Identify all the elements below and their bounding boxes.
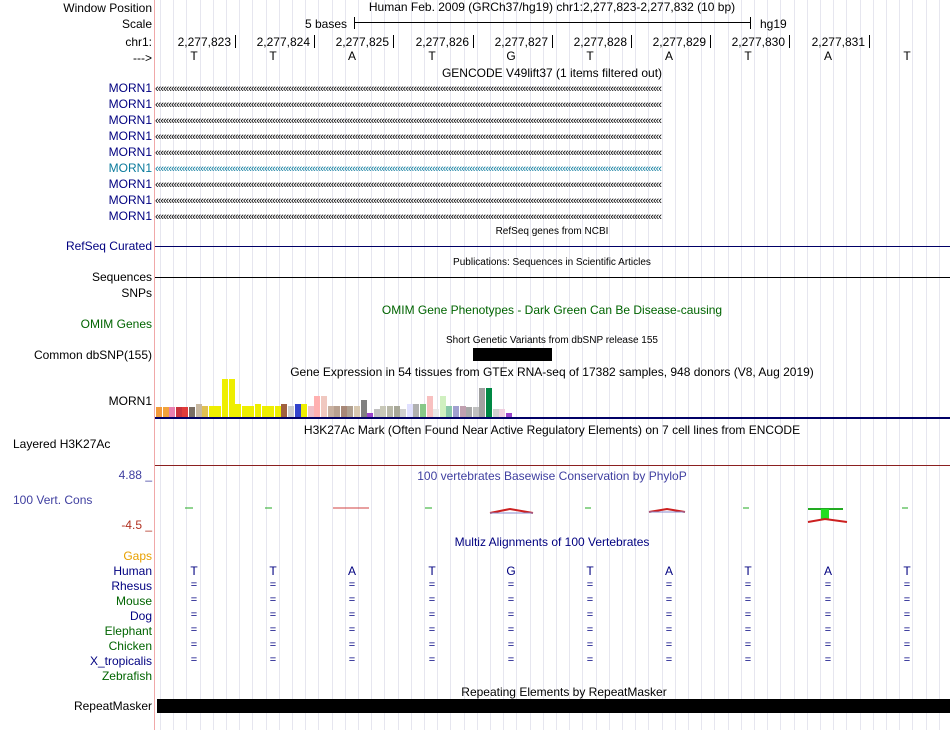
alignment-match-symbol: = (428, 624, 436, 636)
alignment-match-symbol: = (744, 654, 752, 666)
base-letter: T (903, 49, 911, 63)
human-base-letter: T (586, 564, 594, 578)
multiz-title: Multiz Alignments of 100 Vertebrates (454, 535, 650, 549)
alignment-match-symbol: = (665, 654, 673, 666)
gtex-tissue-bar[interactable] (202, 406, 208, 417)
gtex-tissue-bar[interactable] (215, 406, 221, 417)
alignment-match-symbol: = (744, 609, 752, 621)
alignment-match-symbol: = (507, 609, 515, 621)
gtex-tissue-bar[interactable] (486, 388, 492, 417)
gencode-transcript-label[interactable]: MORN1 (108, 177, 152, 191)
human-base-letter: T (744, 564, 752, 578)
species-label[interactable]: Human (113, 564, 152, 578)
base-letter: A (823, 49, 833, 63)
gencode-transcript-line[interactable]: ‹‹‹‹‹‹‹‹‹‹‹‹‹‹‹‹‹‹‹‹‹‹‹‹‹‹‹‹‹‹‹‹‹‹‹‹‹‹‹‹‹‹‹‹‹‹‹‹‹‹‹‹‹‹‹‹‹‹‹‹‹‹‹‹‹‹‹‹‹‹‹‹‹‹‹‹‹‹‹‹‹‹‹‹‹‹‹‹‹‹‹‹‹‹‹‹‹‹‹‹‹‹‹‹‹‹‹‹‹‹‹‹‹‹‹‹‹‹‹‹‹‹‹‹‹‹‹‹‹‹‹‹‹‹‹‹‹‹‹‹‹‹‹‹‹‹‹‹‹‹‹‹‹‹‹‹‹‹‹‹‹‹‹‹‹‹‹‹‹‹‹‹‹‹‹‹‹‹‹‹‹‹‹‹‹‹‹‹‹‹ (155, 195, 661, 207)
alignment-match-symbol: = (824, 654, 832, 666)
refseq-gene-line[interactable] (155, 246, 950, 247)
alignment-match-symbol: = (348, 654, 356, 666)
gencode-transcript-label[interactable]: MORN1 (108, 81, 152, 95)
strand-label: ---> (133, 51, 152, 65)
conservation-track-label[interactable]: 100 Vert. Cons (13, 493, 93, 507)
species-label[interactable]: Chicken (108, 639, 152, 653)
assembly-label: hg19 (760, 17, 787, 31)
conservation-max-label: 4.88 _ (118, 468, 152, 482)
gtex-tissue-bar[interactable] (433, 409, 439, 417)
gtex-tissue-bar[interactable] (314, 396, 320, 417)
alignment-match-symbol: = (903, 579, 911, 591)
alignment-match-symbol: = (744, 579, 752, 591)
h3k27ac-title: H3K27Ac Mark (Often Found Near Active Regulatory Elements) on 7 cell lines from ENCODE (303, 423, 801, 437)
human-base-letter: A (347, 564, 357, 578)
refseq-title: RefSeq genes from NCBI (495, 226, 609, 237)
sequences-line[interactable] (155, 277, 950, 278)
species-label[interactable]: Mouse (115, 594, 152, 608)
position-tick (235, 35, 236, 48)
gtex-tissue-bar[interactable] (354, 406, 360, 417)
gtex-tissue-bar[interactable] (255, 404, 261, 417)
gencode-transcript-label[interactable]: MORN1 (108, 145, 152, 159)
alignment-match-symbol: = (586, 594, 594, 606)
alignment-match-symbol: = (586, 624, 594, 636)
gtex-tissue-bar[interactable] (169, 407, 175, 417)
alignment-match-symbol: = (428, 639, 436, 651)
alignment-match-symbol: = (507, 654, 515, 666)
position-tick (552, 35, 553, 48)
gtex-tissue-bar[interactable] (499, 409, 505, 417)
gencode-transcript-label[interactable]: MORN1 (108, 129, 152, 143)
position-tick (473, 35, 474, 48)
alignment-match-symbol: = (665, 609, 673, 621)
gencode-transcript-line[interactable]: ‹‹‹‹‹‹‹‹‹‹‹‹‹‹‹‹‹‹‹‹‹‹‹‹‹‹‹‹‹‹‹‹‹‹‹‹‹‹‹‹‹‹‹‹‹‹‹‹‹‹‹‹‹‹‹‹‹‹‹‹‹‹‹‹‹‹‹‹‹‹‹‹‹‹‹‹‹‹‹‹‹‹‹‹‹‹‹‹‹‹‹‹‹‹‹‹‹‹‹‹‹‹‹‹‹‹‹‹‹‹‹‹‹‹‹‹‹‹‹‹‹‹‹‹‹‹‹‹‹‹‹‹‹‹‹‹‹‹‹‹‹‹‹‹‹‹‹‹‹‹‹‹‹‹‹‹‹‹‹‹‹‹‹‹‹‹‹‹‹‹‹‹‹‹‹‹‹‹‹‹‹‹‹‹‹‹‹‹‹‹ (155, 99, 661, 111)
alignment-match-symbol: = (586, 639, 594, 651)
alignment-match-symbol: = (269, 609, 277, 621)
alignment-match-symbol: = (824, 609, 832, 621)
gencode-transcript-line[interactable]: ‹‹‹‹‹‹‹‹‹‹‹‹‹‹‹‹‹‹‹‹‹‹‹‹‹‹‹‹‹‹‹‹‹‹‹‹‹‹‹‹‹‹‹‹‹‹‹‹‹‹‹‹‹‹‹‹‹‹‹‹‹‹‹‹‹‹‹‹‹‹‹‹‹‹‹‹‹‹‹‹‹‹‹‹‹‹‹‹‹‹‹‹‹‹‹‹‹‹‹‹‹‹‹‹‹‹‹‹‹‹‹‹‹‹‹‹‹‹‹‹‹‹‹‹‹‹‹‹‹‹‹‹‹‹‹‹‹‹‹‹‹‹‹‹‹‹‹‹‹‹‹‹‹‹‹‹‹‹‹‹‹‹‹‹‹‹‹‹‹‹‹‹‹‹‹‹‹‹‹‹‹‹‹‹‹‹‹‹‹‹ (155, 131, 661, 143)
window-position-label: Window Position (63, 1, 152, 15)
dbsnp-title: Short Genetic Variants from dbSNP release 155 (446, 335, 658, 346)
alignment-match-symbol: = (744, 624, 752, 636)
repeatmasker-track-label[interactable]: RepeatMasker (73, 699, 152, 713)
gtex-tissue-bar[interactable] (347, 406, 353, 417)
base-letter: G (506, 49, 516, 63)
gtex-tissue-bar[interactable] (387, 406, 393, 417)
cons-mark-9-low (808, 519, 847, 522)
h3k27ac-baseline (155, 465, 950, 466)
alignment-match-symbol: = (586, 579, 594, 591)
position-label: 2,277,824 (256, 35, 310, 49)
alignment-match-symbol: = (507, 594, 515, 606)
species-label[interactable]: Elephant (104, 624, 152, 638)
gtex-tissue-bar[interactable] (479, 388, 485, 417)
snps-track-label[interactable]: SNPs (121, 286, 152, 300)
gencode-transcript-label[interactable]: MORN1 (108, 209, 152, 223)
chrom-label: chr1: (125, 35, 152, 49)
position-label: 2,277,828 (573, 35, 627, 49)
base-letter: T (190, 49, 198, 63)
gtex-tissue-bar[interactable] (268, 406, 274, 417)
gencode-transcript-label[interactable]: MORN1 (108, 97, 152, 111)
alignment-match-symbol: = (903, 654, 911, 666)
gtex-title: Gene Expression in 54 tissues from GTEx RNA-seq of 17382 samples, 948 donors (V8, Aug 2019) (290, 365, 814, 379)
omim-title: OMIM Gene Phenotypes - Dark Green Can Be Disease-causing (381, 303, 723, 317)
gtex-tissue-bar[interactable] (413, 404, 419, 417)
gtex-tissue-bar[interactable] (400, 409, 406, 417)
alignment-match-symbol: = (269, 579, 277, 591)
alignment-match-symbol: = (507, 579, 515, 591)
scale-text: 5 bases (305, 17, 348, 31)
scale-bar-right-tick (750, 17, 751, 29)
alignment-match-symbol: = (348, 594, 356, 606)
base-letter: T (269, 49, 277, 63)
gencode-transcript-line[interactable]: ‹‹‹‹‹‹‹‹‹‹‹‹‹‹‹‹‹‹‹‹‹‹‹‹‹‹‹‹‹‹‹‹‹‹‹‹‹‹‹‹‹‹‹‹‹‹‹‹‹‹‹‹‹‹‹‹‹‹‹‹‹‹‹‹‹‹‹‹‹‹‹‹‹‹‹‹‹‹‹‹‹‹‹‹‹‹‹‹‹‹‹‹‹‹‹‹‹‹‹‹‹‹‹‹‹‹‹‹‹‹‹‹‹‹‹‹‹‹‹‹‹‹‹‹‹‹‹‹‹‹‹‹‹‹‹‹‹‹‹‹‹‹‹‹‹‹‹‹‹‹‹‹‹‹‹‹‹‹‹‹‹‹‹‹‹‹‹‹‹‹‹‹‹‹‹‹‹‹‹‹‹‹‹‹‹‹‹‹‹‹ (155, 163, 661, 175)
gencode-transcript-line[interactable]: ‹‹‹‹‹‹‹‹‹‹‹‹‹‹‹‹‹‹‹‹‹‹‹‹‹‹‹‹‹‹‹‹‹‹‹‹‹‹‹‹‹‹‹‹‹‹‹‹‹‹‹‹‹‹‹‹‹‹‹‹‹‹‹‹‹‹‹‹‹‹‹‹‹‹‹‹‹‹‹‹‹‹‹‹‹‹‹‹‹‹‹‹‹‹‹‹‹‹‹‹‹‹‹‹‹‹‹‹‹‹‹‹‹‹‹‹‹‹‹‹‹‹‹‹‹‹‹‹‹‹‹‹‹‹‹‹‹‹‹‹‹‹‹‹‹‹‹‹‹‹‹‹‹‹‹‹‹‹‹‹‹‹‹‹‹‹‹‹‹‹‹‹‹‹‹‹‹‹‹‹‹‹‹‹‹‹‹‹‹‹ (155, 115, 661, 127)
cons-mark-5 (490, 509, 533, 513)
sequences-track-label[interactable]: Sequences (91, 270, 152, 284)
gencode-transcript-label[interactable]: MORN1 (108, 193, 152, 207)
alignment-match-symbol: = (190, 639, 198, 651)
gtex-tissue-bar[interactable] (248, 406, 254, 417)
gtex-tissue-bar[interactable] (466, 407, 472, 417)
gtex-tissue-bar[interactable] (420, 404, 426, 417)
human-base-letter: A (664, 564, 674, 578)
position-label: 2,277,825 (335, 35, 389, 49)
alignment-match-symbol: = (824, 579, 832, 591)
scale-bar (354, 22, 751, 23)
scale-bar-left-tick (354, 17, 355, 29)
alignment-match-symbol: = (428, 579, 436, 591)
gtex-baseline (155, 417, 950, 419)
base-letter: T (744, 49, 752, 63)
position-label: 2,277,823 (177, 35, 231, 49)
gencode-transcript-label[interactable]: MORN1 (108, 113, 152, 127)
human-base-letter: T (903, 564, 911, 578)
position-tick (393, 35, 394, 48)
alignment-match-symbol: = (903, 609, 911, 621)
dbsnp-variant-block[interactable] (473, 348, 552, 361)
repeatmasker-element-block[interactable] (157, 699, 950, 713)
alignment-match-symbol: = (269, 594, 277, 606)
browser-title: Human Feb. 2009 (GRCh37/hg19) chr1:2,277,823-2,277,832 (10 bp) (368, 0, 736, 14)
human-base-letter: A (823, 564, 833, 578)
gtex-tissue-bar[interactable] (235, 404, 241, 417)
alignment-match-symbol: = (507, 639, 515, 651)
position-tick (710, 35, 711, 48)
alignment-match-symbol: = (190, 579, 198, 591)
base-letter: T (428, 49, 436, 63)
base-letter: A (664, 49, 674, 63)
gtex-tissue-bar[interactable] (380, 406, 386, 417)
omim-track-label[interactable]: OMIM Genes (80, 317, 152, 331)
sequences-title: Publications: Sequences in Scientific Articles (453, 257, 651, 268)
alignment-match-symbol: = (665, 579, 673, 591)
h3k27ac-track-label[interactable]: Layered H3K27Ac (13, 437, 111, 451)
gtex-tissue-bar[interactable] (446, 406, 452, 417)
alignment-match-symbol: = (348, 624, 356, 636)
gtex-track-label[interactable]: MORN1 (108, 394, 152, 408)
conservation-plot[interactable] (155, 500, 950, 530)
gtex-tissue-bar[interactable] (189, 407, 195, 417)
position-label: 2,277,826 (415, 35, 469, 49)
species-label[interactable]: Rhesus (111, 579, 152, 593)
position-tick (869, 35, 870, 48)
alignment-match-symbol: = (903, 624, 911, 636)
alignment-match-symbol: = (903, 639, 911, 651)
dbsnp-track-label[interactable]: Common dbSNP(155) (33, 348, 152, 362)
gencode-transcript-label[interactable]: MORN1 (108, 161, 152, 175)
gencode-transcript-line[interactable]: ‹‹‹‹‹‹‹‹‹‹‹‹‹‹‹‹‹‹‹‹‹‹‹‹‹‹‹‹‹‹‹‹‹‹‹‹‹‹‹‹‹‹‹‹‹‹‹‹‹‹‹‹‹‹‹‹‹‹‹‹‹‹‹‹‹‹‹‹‹‹‹‹‹‹‹‹‹‹‹‹‹‹‹‹‹‹‹‹‹‹‹‹‹‹‹‹‹‹‹‹‹‹‹‹‹‹‹‹‹‹‹‹‹‹‹‹‹‹‹‹‹‹‹‹‹‹‹‹‹‹‹‹‹‹‹‹‹‹‹‹‹‹‹‹‹‹‹‹‹‹‹‹‹‹‹‹‹‹‹‹‹‹‹‹‹‹‹‹‹‹‹‹‹‹‹‹‹‹‹‹‹‹‹‹‹‹‹‹‹‹ (155, 83, 661, 95)
conservation-title: 100 vertebrates Basewise Conservation by PhyloP (417, 469, 687, 483)
position-tick (631, 35, 632, 48)
refseq-track-label[interactable]: RefSeq Curated (65, 239, 152, 253)
alignment-match-symbol: = (428, 654, 436, 666)
species-label[interactable]: Zebrafish (101, 669, 152, 683)
base-letter: A (347, 49, 357, 63)
alignment-match-symbol: = (903, 594, 911, 606)
alignment-match-symbol: = (586, 654, 594, 666)
alignment-match-symbol: = (665, 594, 673, 606)
alignment-match-symbol: = (507, 624, 515, 636)
alignment-match-symbol: = (665, 624, 673, 636)
alignment-match-symbol: = (824, 594, 832, 606)
human-base-letter: T (428, 564, 436, 578)
gtex-tissue-bar[interactable] (281, 404, 287, 417)
gtex-tissue-bar[interactable] (222, 379, 228, 417)
alignment-match-symbol: = (348, 639, 356, 651)
position-tick (789, 35, 790, 48)
alignment-match-symbol: = (744, 594, 752, 606)
alignment-match-symbol: = (824, 639, 832, 651)
alignment-match-symbol: = (269, 639, 277, 651)
species-label[interactable]: Dog (129, 609, 152, 623)
alignment-match-symbol: = (824, 624, 832, 636)
gtex-tissue-bar[interactable] (453, 406, 459, 417)
gencode-title: GENCODE V49lift37 (1 items filtered out) (441, 66, 663, 80)
cons-mark-9-bar (821, 509, 829, 519)
human-base-letter: G (506, 564, 516, 578)
gtex-tissue-bar[interactable] (182, 407, 188, 417)
alignment-match-symbol: = (586, 609, 594, 621)
alignment-match-symbol: = (428, 609, 436, 621)
position-label: 2,277,830 (731, 35, 785, 49)
alignment-match-symbol: = (269, 624, 277, 636)
alignment-match-symbol: = (190, 594, 198, 606)
position-label: 2,277,831 (811, 35, 865, 49)
human-base-letter: T (190, 564, 198, 578)
track-labels-panel (0, 0, 154, 730)
alignment-match-symbol: = (665, 639, 673, 651)
repeatmasker-title: Repeating Elements by RepeatMasker (461, 685, 667, 699)
human-base-letter: T (269, 564, 277, 578)
position-label: 2,277,829 (652, 35, 706, 49)
track-image-area[interactable] (155, 0, 950, 730)
gencode-transcript-line[interactable]: ‹‹‹‹‹‹‹‹‹‹‹‹‹‹‹‹‹‹‹‹‹‹‹‹‹‹‹‹‹‹‹‹‹‹‹‹‹‹‹‹‹‹‹‹‹‹‹‹‹‹‹‹‹‹‹‹‹‹‹‹‹‹‹‹‹‹‹‹‹‹‹‹‹‹‹‹‹‹‹‹‹‹‹‹‹‹‹‹‹‹‹‹‹‹‹‹‹‹‹‹‹‹‹‹‹‹‹‹‹‹‹‹‹‹‹‹‹‹‹‹‹‹‹‹‹‹‹‹‹‹‹‹‹‹‹‹‹‹‹‹‹‹‹‹‹‹‹‹‹‹‹‹‹‹‹‹‹‹‹‹‹‹‹‹‹‹‹‹‹‹‹‹‹‹‹‹‹‹‹‹‹‹‹‹‹‹‹‹‹‹ (155, 179, 661, 191)
alignment-match-symbol: = (269, 654, 277, 666)
base-letter: T (586, 49, 594, 63)
gencode-transcript-line[interactable]: ‹‹‹‹‹‹‹‹‹‹‹‹‹‹‹‹‹‹‹‹‹‹‹‹‹‹‹‹‹‹‹‹‹‹‹‹‹‹‹‹‹‹‹‹‹‹‹‹‹‹‹‹‹‹‹‹‹‹‹‹‹‹‹‹‹‹‹‹‹‹‹‹‹‹‹‹‹‹‹‹‹‹‹‹‹‹‹‹‹‹‹‹‹‹‹‹‹‹‹‹‹‹‹‹‹‹‹‹‹‹‹‹‹‹‹‹‹‹‹‹‹‹‹‹‹‹‹‹‹‹‹‹‹‹‹‹‹‹‹‹‹‹‹‹‹‹‹‹‹‹‹‹‹‹‹‹‹‹‹‹‹‹‹‹‹‹‹‹‹‹‹‹‹‹‹‹‹‹‹‹‹‹‹‹‹‹‹‹‹‹ (155, 147, 661, 159)
gaps-label: Gaps (123, 549, 152, 563)
conservation-min-label: -4.5 _ (121, 518, 152, 532)
alignment-match-symbol: = (348, 579, 356, 591)
scale-label: Scale (121, 17, 152, 31)
gtex-tissue-bar[interactable] (288, 406, 294, 417)
position-tick (314, 35, 315, 48)
alignment-match-symbol: = (348, 609, 356, 621)
gtex-tissue-bar[interactable] (321, 396, 327, 417)
alignment-match-symbol: = (428, 594, 436, 606)
gtex-tissue-bar[interactable] (334, 406, 340, 417)
alignment-match-symbol: = (190, 609, 198, 621)
gtex-tissue-bar[interactable] (301, 404, 307, 417)
position-label: 2,277,827 (494, 35, 548, 49)
alignment-match-symbol: = (190, 654, 198, 666)
alignment-match-symbol: = (744, 639, 752, 651)
alignment-match-symbol: = (190, 624, 198, 636)
gencode-transcript-line[interactable]: ‹‹‹‹‹‹‹‹‹‹‹‹‹‹‹‹‹‹‹‹‹‹‹‹‹‹‹‹‹‹‹‹‹‹‹‹‹‹‹‹‹‹‹‹‹‹‹‹‹‹‹‹‹‹‹‹‹‹‹‹‹‹‹‹‹‹‹‹‹‹‹‹‹‹‹‹‹‹‹‹‹‹‹‹‹‹‹‹‹‹‹‹‹‹‹‹‹‹‹‹‹‹‹‹‹‹‹‹‹‹‹‹‹‹‹‹‹‹‹‹‹‹‹‹‹‹‹‹‹‹‹‹‹‹‹‹‹‹‹‹‹‹‹‹‹‹‹‹‹‹‹‹‹‹‹‹‹‹‹‹‹‹‹‹‹‹‹‹‹‹‹‹‹‹‹‹‹‹‹‹‹‹‹‹‹‹‹‹‹‹ (155, 211, 661, 223)
gtex-tissue-bar[interactable] (156, 407, 162, 417)
species-label[interactable]: X_tropicalis (89, 654, 152, 668)
